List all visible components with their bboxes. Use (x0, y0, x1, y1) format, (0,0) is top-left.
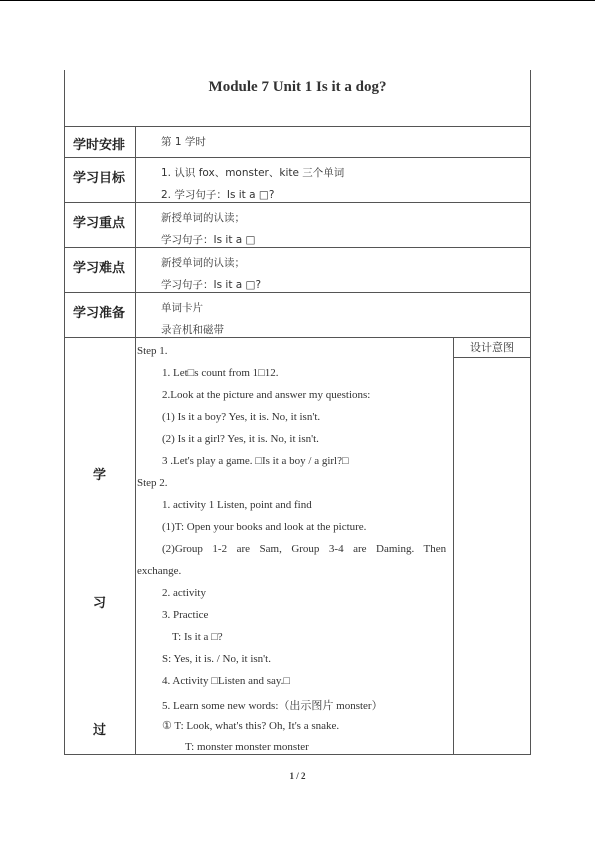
row-schedule: 学时安排 第 1 学时 (64, 126, 531, 158)
title-cell (64, 70, 531, 127)
row-label: 学习重点 (65, 203, 136, 247)
process-label (65, 338, 136, 754)
step-line: Step 2. (137, 477, 168, 489)
process-label-char: 过 (93, 723, 107, 738)
step-line: 1. activity 1 Listen, point and find (162, 499, 312, 511)
process-steps (136, 338, 454, 754)
step-line: 4. Activity □Listen and say.□ (162, 675, 291, 687)
step-line: S: Yes, it is. / No, it isn't. (162, 653, 271, 665)
step-line: Step 1. (137, 345, 168, 357)
step-line: (1) Is it a boy? Yes, it is. No, it isn't. (162, 411, 321, 423)
process-label-char: 学 (93, 468, 107, 483)
row-label: 学习难点 (65, 248, 136, 292)
step-line: 3 .Let's play a game. □Is it a boy / a girl?□ (162, 455, 349, 467)
step-line: T: monster monster monster (185, 741, 309, 753)
step-line: (2)Group 1-2 are Sam, Group 3-4 are Daming. Then (162, 543, 447, 555)
row-key-points: 学习重点 新授单词的认读； 学习句子：Is it a □ (64, 203, 531, 248)
page-top-rule (0, 0, 595, 1)
design-intent-header: 设计意图 (454, 338, 530, 358)
row-label: 学时安排 (65, 126, 136, 157)
row-preparation: 学习准备 单词卡片 录音机和磁带 (64, 293, 531, 338)
step-line: 2. activity (162, 587, 206, 599)
document-title: Module 7 Unit 1 Is it a dog? (208, 79, 387, 95)
step-line: 1. Let□s count from 1□12. (162, 367, 279, 379)
process-label-char: 习 (93, 596, 107, 611)
step-line: ① T: Look, what's this? Oh, It's a snake. (162, 720, 340, 732)
page-number: 1 / 2 (289, 771, 306, 781)
step-line: (2) Is it a girl? Yes, it is. No, it isn't. (162, 433, 319, 445)
row-label: 学习准备 (65, 293, 136, 337)
step-line: T: Is it a □? (172, 631, 223, 643)
step-line: (1)T: Open your books and look at the picture. (162, 521, 367, 533)
row-learning-process (64, 338, 531, 755)
step-line: exchange. (137, 565, 182, 577)
row-label: 学习目标 (65, 158, 136, 202)
step-line: 3. Practice (162, 609, 209, 621)
step-line: 5. Learn some new words:（出示图片 monster） (162, 700, 383, 712)
row-goals: 学习目标 1. 认识 fox、monster、kite 三个单词 2. 学习句子：Is it a □? (64, 158, 531, 203)
row-difficulties: 学习难点 新授单词的认读； 学习句子：Is it a □? (64, 248, 531, 293)
step-line: 2.Look at the picture and answer my questions: (162, 389, 371, 401)
